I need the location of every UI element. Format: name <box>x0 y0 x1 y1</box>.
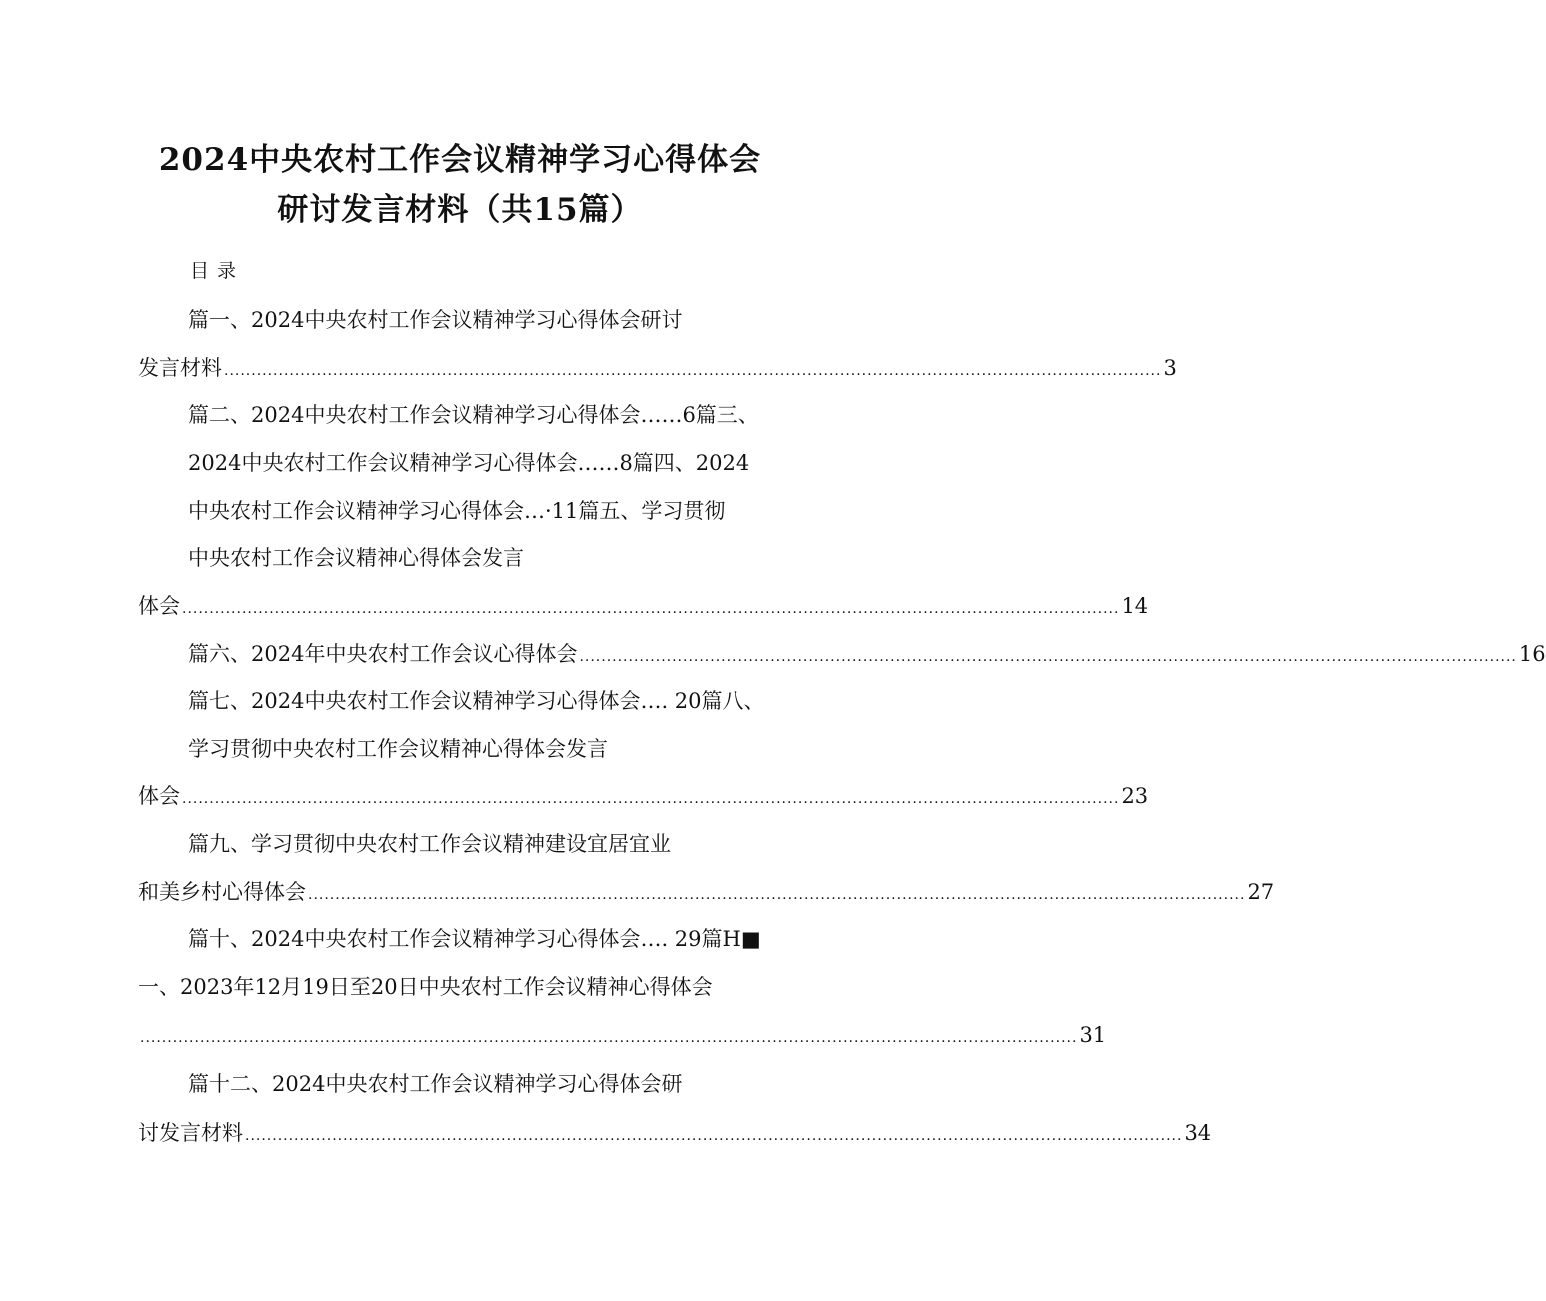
toc-line-4: 2024中央农村工作会议精神学习心得体会……8篇四、2024 <box>188 451 750 475</box>
leader-dots: ............................................................................................................................................................................ <box>308 887 1246 903</box>
toc-entry-11[interactable] <box>138 1019 1107 1054</box>
doc-title-line1: 2024中央农村工作会议精神学习心得体会 <box>158 142 762 178</box>
toc-line-6: 中央农村工作会议精神心得体会发言 <box>188 546 524 570</box>
leader-dots: ............................................................................................................................................................................ <box>245 1128 1183 1144</box>
toc-page-number: 31 <box>1079 1023 1107 1047</box>
toc-line-10: 学习贯彻中央农村工作会议精神心得体会发言 <box>188 737 608 761</box>
toc-line-1: 篇一、2024中央农村工作会议精神学习心得体会研讨 <box>188 308 683 332</box>
doc-title-line2: 研讨发言材料（共15篇） <box>277 192 643 228</box>
toc-page-number: 3 <box>1163 356 1177 380</box>
toc-entry-6[interactable] <box>188 638 1546 673</box>
leader-dots: ............................................................................................................................................................................ <box>224 363 1162 379</box>
toc-entry-text: 体会 <box>138 784 180 808</box>
toc-entry-text: 和美乡村心得体会 <box>138 880 306 904</box>
toc-page-number: 14 <box>1121 594 1149 618</box>
toc-line-5: 中央农村工作会议精神学习心得体会…·11篇五、学习贯彻 <box>188 499 726 523</box>
toc-line-14: 篇十、2024中央农村工作会议精神学习心得体会…. 29篇H■ <box>188 927 761 951</box>
toc-line-9: 篇七、2024中央农村工作会议精神学习心得体会…. 20篇八、 <box>188 689 765 713</box>
toc-entry-12[interactable] <box>138 1117 1212 1152</box>
leader-dots: ............................................................................................................................................................................ <box>579 649 1517 665</box>
toc-line-17: 篇十二、2024中央农村工作会议精神学习心得体会研 <box>188 1072 683 1096</box>
toc-entry-5[interactable] <box>138 590 1149 625</box>
toc-page-number: 27 <box>1247 880 1275 904</box>
toc-entry-text: 体会 <box>138 594 180 618</box>
toc-heading: 目录 <box>190 260 245 282</box>
toc-entry-text: 篇六、2024年中央农村工作会议心得体会 <box>188 642 578 666</box>
toc-line-3: 篇二、2024中央农村工作会议精神学习心得体会……6篇三、 <box>188 403 759 427</box>
leader-dots: ............................................................................................................................................................................ <box>182 791 1120 807</box>
toc-page-number: 34 <box>1184 1121 1212 1145</box>
leader-dots: ............................................................................................................................................................................ <box>140 1030 1078 1046</box>
toc-entry-9[interactable] <box>138 876 1275 911</box>
toc-page-number: 16 <box>1518 642 1546 666</box>
toc-entry-text: 讨发言材料 <box>138 1121 243 1145</box>
toc-entry-8[interactable] <box>138 780 1149 815</box>
toc-line-12: 篇九、学习贯彻中央农村工作会议精神建设宜居宜业 <box>188 832 671 856</box>
leader-dots: ............................................................................................................................................................................ <box>182 601 1120 617</box>
toc-page-number: 23 <box>1121 784 1149 808</box>
toc-entry-text: 发言材料 <box>138 356 222 380</box>
toc-entry-1[interactable] <box>138 352 1177 387</box>
toc-line-15: 一、2023年12月19日至20日中央农村工作会议精神心得体会 <box>138 975 713 999</box>
